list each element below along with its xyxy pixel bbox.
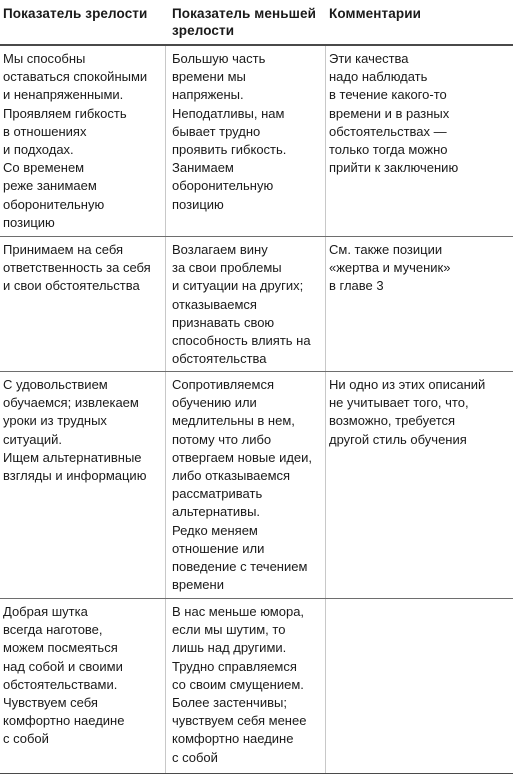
column-divider: [165, 372, 166, 598]
cell-comment: Ни одно из этих описаний не учитывает того, что, возможно, требуется другой стиль обучения: [329, 377, 486, 447]
cell-mature: Добрая шутка всегда наготове, можем посмеяться над собой и своими обстоятельствами. Чувствуем себя комфортно наедине с собой: [3, 604, 125, 747]
column-divider: [325, 46, 326, 236]
table-row: [0, 599, 513, 774]
cell-less-mature: Сопротивляемся обучению или медлительны в нем, потому что либо отвергаем новые идеи, либо отказываемся рассматривать альтернативы. Редко меняем отношение или поведение с течением времени: [172, 377, 313, 593]
cell-comment: Эти качества надо наблюдать в течение какого-то времени и в разных обстоятельствах — только тогда можно прийти к заключению: [329, 51, 459, 176]
cell-less-mature: Большую часть времени мы напряжены. Неподатливы, нам бывает трудно проявить гибкость. Занимаем оборонительную позицию: [172, 51, 287, 212]
column-divider: [165, 237, 166, 371]
table-header: [0, 0, 513, 46]
table-row: [0, 372, 513, 599]
column-divider: [325, 599, 326, 773]
table-row: [0, 237, 513, 372]
cell-mature: Принимаем на себя ответственность за себя и свои обстоятельства: [3, 242, 151, 294]
column-header-mature: Показатель зрелости: [3, 6, 148, 21]
cell-mature: Мы способны оставаться спокойными и ненапряженными. Проявляем гибкость в отношениях и подходах. Со временем реже занимаем оборонительную позицию: [3, 51, 148, 230]
column-header-comments: Комментарии: [329, 6, 422, 21]
column-divider: [325, 237, 326, 371]
table-row: [0, 46, 513, 237]
cell-mature: С удовольствием обучаемся; извлекаем уроки из трудных ситуаций. Ищем альтернативные взгляды и информацию: [3, 377, 147, 484]
cell-less-mature: В нас меньше юмора, если мы шутим, то лишь над другими. Трудно справляемся со своим смущением. Более застенчивы; чувствуем себя менее комфортно наедине с собой: [172, 604, 307, 765]
column-divider: [325, 372, 326, 598]
column-divider: [165, 599, 166, 773]
column-header-less-mature: Показатель меньшей зрелости: [172, 6, 316, 38]
column-divider: [165, 46, 166, 236]
cell-less-mature: Возлагаем вину за свои проблемы и ситуации на других; отказываемся признавать свою способность влиять на обстоятельства: [172, 242, 311, 367]
cell-comment: См. также позиции «жертва и мученик» в главе 3: [329, 242, 451, 294]
